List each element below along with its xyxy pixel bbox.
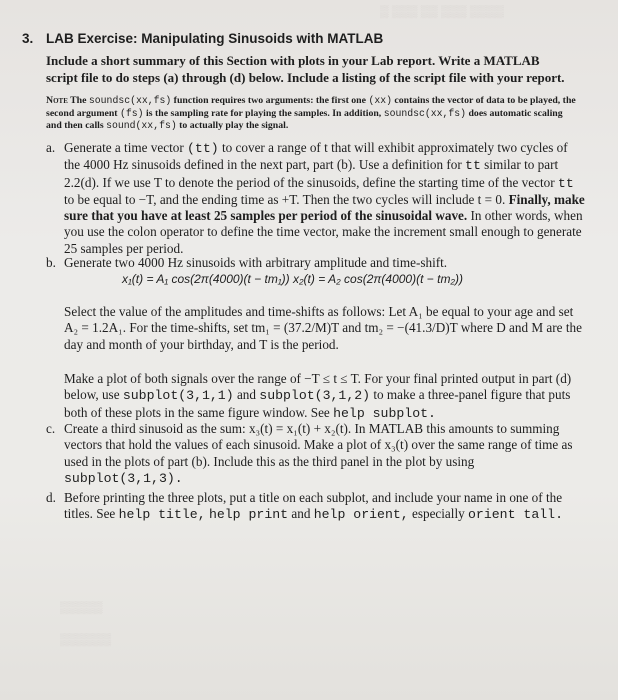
list-item-a	[46, 140, 586, 257]
list-item-b	[46, 255, 586, 288]
item-text: Generate two 4000 Hz sinusoids with arbitrary amplitude and time-shift.	[64, 255, 448, 270]
bleed-through-text: ▒ ▒▒▒ ▒▒ ▒▒▒ ▒▒▒▒	[380, 4, 504, 18]
list-item-d	[46, 490, 586, 524]
section-heading	[22, 31, 383, 46]
list-item-c	[46, 421, 586, 487]
item-label: c.	[46, 421, 56, 436]
item-body: Before printing the three plots, put a title on each subplot, and include your name in one of the titles. See help title, help print and help orient, especially orient tall.	[64, 490, 563, 523]
item-label: b.	[46, 255, 56, 270]
item-label: a.	[46, 140, 56, 155]
sinusoid-equations: x₁(t) = A₁ cos(2π(4000)(t − tm₁)) x₂(t) = A₂ cos(2π(4000)(t − tm₂))	[122, 272, 464, 287]
bleed-through-text: ▒▒▒▒▒	[60, 600, 103, 614]
item-body	[64, 255, 586, 288]
item-body: Create a third sinusoid as the sum: x₃(t) = x₁(t) + x₂(t). In MATLAB this amounts to summing vectors that hold the values of each sinusoid. Make a plot of x₃(t) over the same range of time as used in the plots of part (b). Include this as the third panel in the plot by using subplot(3,1,3).	[64, 421, 573, 486]
amplitude-paragraph: Select the value of the amplitudes and time-shifts as follows: Let A₁ be equal to your age and set A₂ = 1.2A₁. For the time-shifts, set tm₁ = (37.2/M)T and tm₂ = −(41.3/D)T where D and M are the day and month of your birthday, and T is the period.	[64, 304, 582, 352]
plot-paragraph: Make a plot of both signals over the range of −T ≤ t ≤ T. For your final printed output in part (d) below, use subplot(3,1,1) and subplot(3,1,2) to make a three-panel figure that puts both of these plots in the same figure window. See help subplot.	[64, 371, 572, 421]
item-label: d.	[46, 490, 56, 505]
section-title: LAB Exercise: Manipulating Sinusoids with MATLAB	[46, 31, 384, 46]
intro-paragraph: Include a short summary of this Section with plots in your Lab report. Write a MATLAB script file to do steps (a) through (d) below. Include a listing of the script file with your report.	[46, 53, 565, 85]
item-body: Generate a time vector (tt) to cover a range of t that will exhibit approximately two cycles of the 4000 Hz sinusoids defined in the next part, part (b). Use a definition for tt similar to part 2.2(d). If we use T to denote the period of the sinusoids, define the starting time of the vector tt to be equal to −T, and the ending time as +T. Then the two cycles will include t = 0. Finally, make sure that you have at least 25 samples per period of the sinusoidal wave. In other words, when you use the colon operator to define the time vector, make the increment small enough to generate 25 samples per period.	[64, 140, 585, 256]
note-paragraph: Note The soundsc(xx,fs) function requires two arguments: the first one (xx) contains the vector of data to be played, the second argument (fs) is the sampling rate for playing the samples. In addition, soundsc(xx,fs) does automatic scaling and then calls sound(xx,fs) to actually play the signal.	[46, 95, 576, 131]
bleed-through-text: ▒▒▒▒▒▒	[60, 632, 112, 646]
section-number: 3.	[22, 31, 34, 46]
